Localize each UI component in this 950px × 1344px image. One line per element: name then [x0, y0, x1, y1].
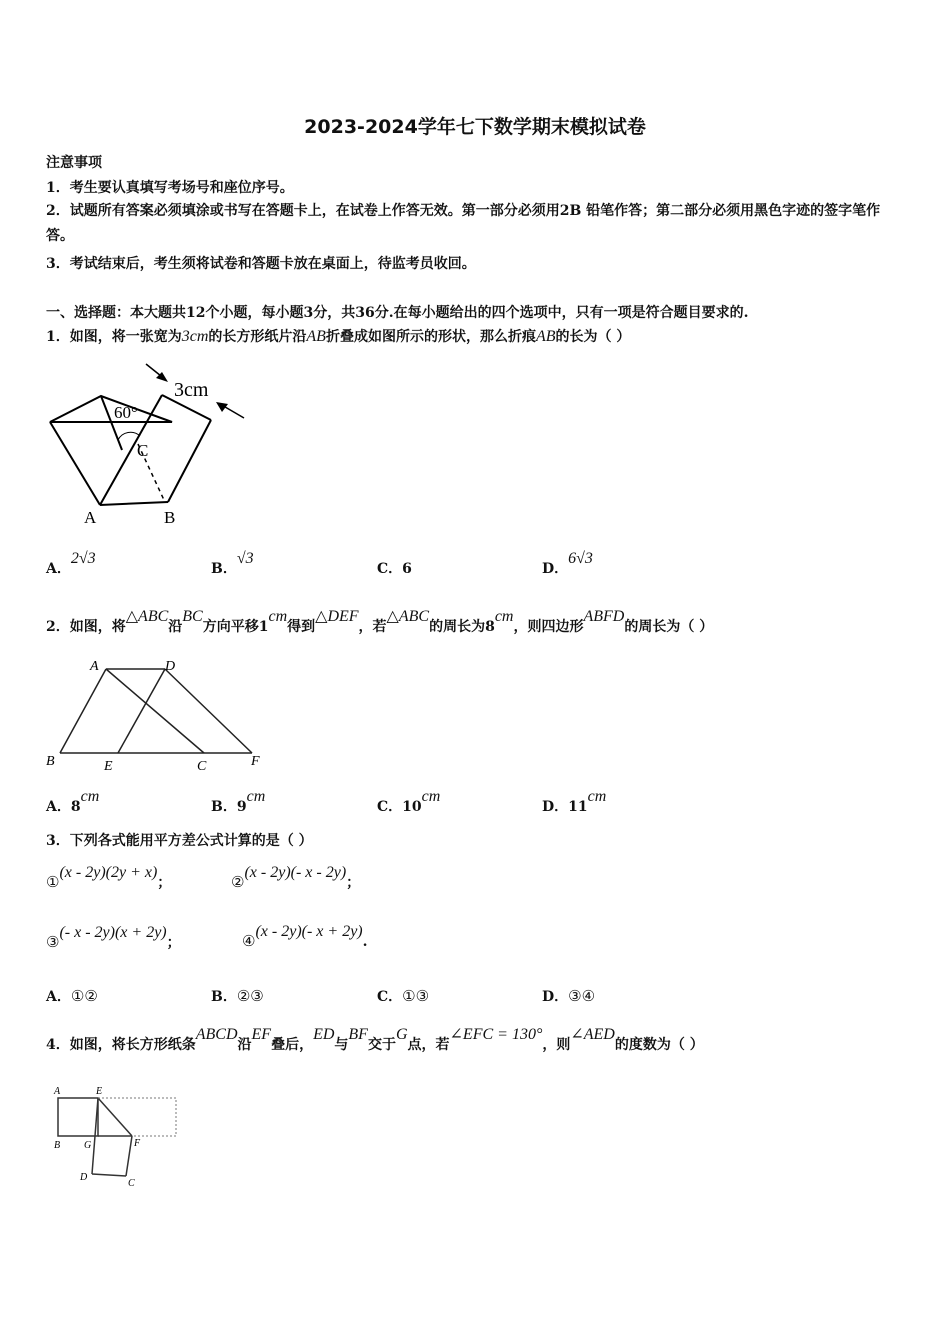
- label-c: C: [197, 759, 207, 774]
- q3-item-4: ④(x - 2y)(- x + 2y).: [242, 923, 368, 950]
- segment-dc: [92, 1174, 126, 1176]
- paper-left-side: [50, 422, 100, 505]
- page-title: 2023-2024学年七下数学期末模拟试卷: [304, 116, 646, 138]
- q3-option-d[interactable]: D．③④: [542, 987, 596, 1005]
- question-2-figure: [44, 655, 269, 775]
- angle-label: 60°: [114, 403, 138, 422]
- q3-item-1: ①(x - 2y)(2y + x)；: [46, 864, 172, 891]
- segment-fc: [126, 1136, 132, 1176]
- width-label: 3cm: [174, 379, 209, 401]
- point-b-label: B: [164, 508, 176, 527]
- question-2-text: 2．如图，将△ABC沿BC方向平移1cm得到△DEF，若△ABC的周长为8cm，则四边形ABFD的周长为（ ）: [46, 608, 714, 635]
- label-b: B: [46, 754, 55, 769]
- segment-ab: [60, 669, 106, 753]
- rect-abge: [58, 1098, 98, 1136]
- crease-ab: [100, 502, 168, 505]
- segment-ac: [106, 669, 204, 753]
- q3-option-c[interactable]: C．①③: [377, 987, 430, 1005]
- label-e: E: [104, 759, 113, 774]
- notice-item-2: 2．试题所有答案必须填涂或书写在答题卡上，在试卷上作答无效。第一部分必须用2B 铅笔作答；第二部分必须用黑色字迹的签字笔作答。: [46, 203, 881, 244]
- q3-item-2: ②(x - 2y)(- x - 2y)；: [231, 864, 361, 891]
- q1-option-b[interactable]: B．√3: [211, 550, 254, 577]
- segment-de: [118, 669, 165, 753]
- label-e: E: [96, 1086, 103, 1097]
- segment-ef: [98, 1098, 132, 1136]
- label-c: C: [128, 1178, 135, 1189]
- label-a: A: [54, 1086, 61, 1097]
- question-4-text: 4．如图，将长方形纸条ABCD沿EF叠后，ED与BF交于G点，若∠EFC = 130°，则∠AED的度数为（ ）: [46, 1026, 704, 1053]
- question-4-figure: [50, 1082, 185, 1192]
- q2-option-a[interactable]: A．8cm: [46, 788, 100, 815]
- q2-option-c[interactable]: C．10cm: [377, 788, 441, 815]
- q1-option-d[interactable]: D．6√3: [542, 550, 593, 577]
- label-f: F: [134, 1138, 141, 1149]
- question-3-text: 3．下列各式能用平方差公式计算的是（ ）: [46, 833, 313, 849]
- label-d: D: [80, 1172, 88, 1183]
- label-g: G: [84, 1140, 92, 1151]
- label-f: F: [251, 754, 260, 769]
- label-b: B: [54, 1140, 61, 1151]
- point-c-label: C: [137, 441, 149, 460]
- q3-option-a[interactable]: A．①②: [46, 987, 98, 1005]
- question-1-text: 1．如图，将一张宽为3cm的长方形纸片沿AB折叠成如图所示的形状，那么折痕AB的长为（ ）: [46, 328, 631, 345]
- original-strip-outline: [98, 1098, 176, 1136]
- q2-option-d[interactable]: D．11cm: [542, 788, 607, 815]
- notice-item-1: 1．考生要认真填写考场号和座位序号。: [46, 180, 294, 196]
- q3-item-3: ③(- x - 2y)(x + 2y)；: [46, 924, 181, 951]
- notice-item-3: 3．考试结束后，考生须将试卷和答题卡放在桌面上，待监考员收回。: [46, 256, 476, 272]
- q1-option-c[interactable]: C．6: [377, 561, 412, 577]
- label-a: A: [90, 659, 99, 674]
- point-a-label: A: [84, 508, 97, 527]
- label-d: D: [165, 659, 176, 674]
- notice-heading: 注意事项: [46, 155, 102, 171]
- q1-option-a[interactable]: A．2√3: [46, 550, 96, 577]
- segment-df: [165, 669, 252, 753]
- question-1-figure: [44, 360, 254, 530]
- paper-right-side: [168, 420, 211, 502]
- q3-option-b[interactable]: B．②③: [211, 987, 264, 1005]
- q2-option-b[interactable]: B．9cm: [211, 788, 266, 815]
- section-heading: 一、选择题：本大题共12个小题，每小题3分，共36分.在每小题给出的四个选项中，只有一项是符合题目要求的.: [46, 305, 749, 321]
